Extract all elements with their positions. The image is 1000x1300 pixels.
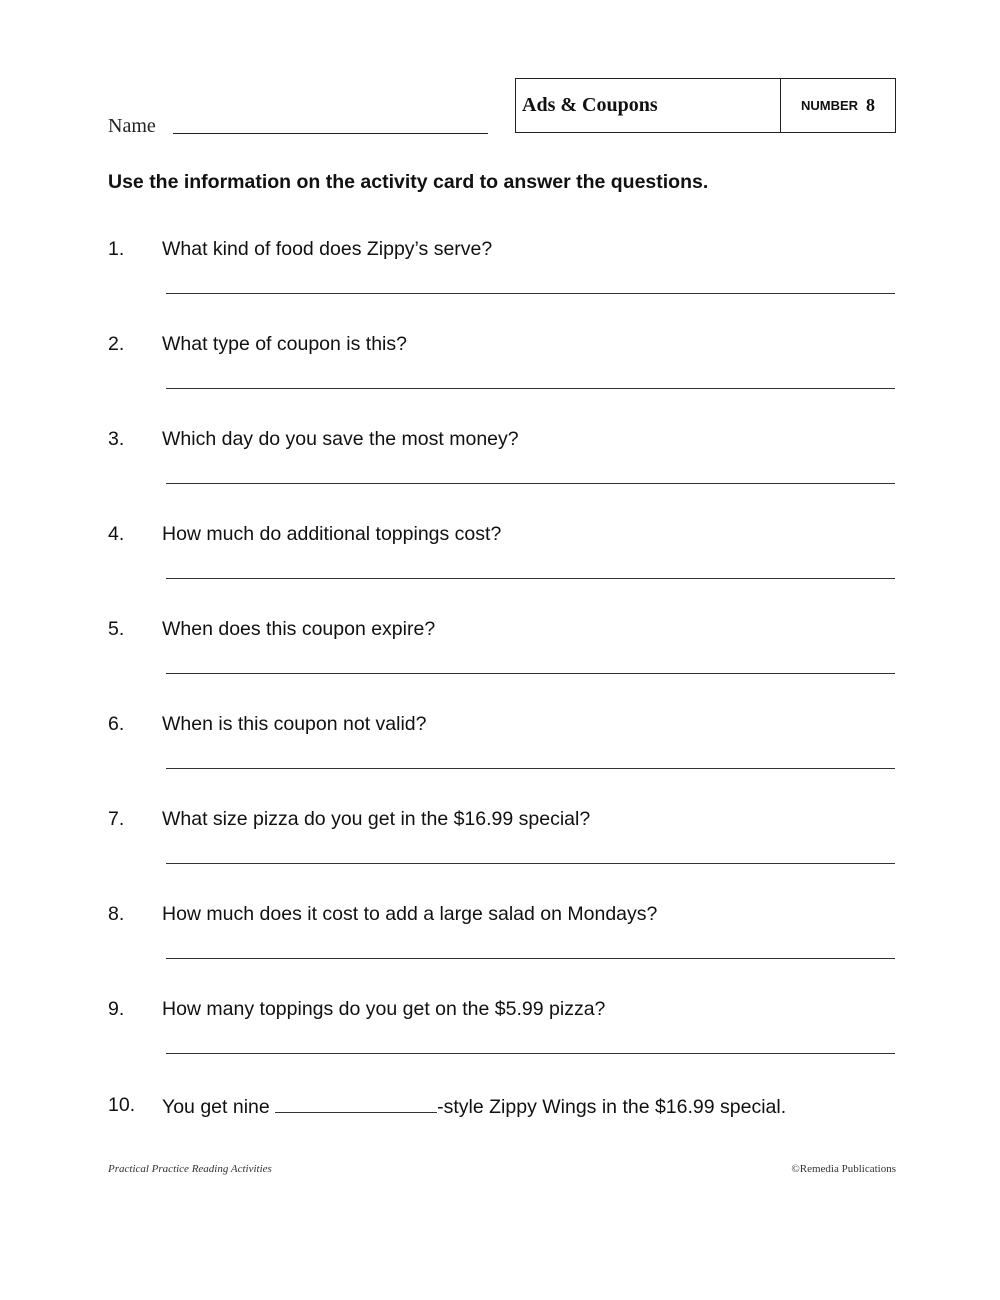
question-number: 1. bbox=[108, 238, 125, 260]
fill-in-blank[interactable] bbox=[275, 1094, 437, 1113]
name-label: Name bbox=[108, 115, 156, 137]
question-number: 5. bbox=[108, 618, 125, 640]
question-text: How much does it cost to add a large salad on Mondays? bbox=[162, 903, 658, 925]
answer-line[interactable] bbox=[166, 293, 895, 294]
answer-line[interactable] bbox=[166, 578, 895, 579]
footer-copyright: ©Remedia Publications bbox=[791, 1163, 896, 1175]
instructions: Use the information on the activity card to answer the questions. bbox=[108, 171, 709, 193]
answer-line[interactable] bbox=[166, 863, 895, 864]
question-text-before: You get nine bbox=[162, 1096, 276, 1118]
question-text: Which day do you save the most money? bbox=[162, 428, 519, 450]
question-number: 9. bbox=[108, 998, 125, 1020]
name-field-line[interactable] bbox=[173, 133, 488, 134]
answer-line[interactable] bbox=[166, 1053, 895, 1054]
question-text: What type of coupon is this? bbox=[162, 333, 407, 355]
answer-line[interactable] bbox=[166, 483, 895, 484]
answer-line[interactable] bbox=[166, 388, 895, 389]
question-text: When does this coupon expire? bbox=[162, 618, 436, 640]
question-text bbox=[162, 1094, 786, 1119]
question-number: 7. bbox=[108, 808, 125, 830]
question-number: 3. bbox=[108, 428, 125, 450]
worksheet-title: Ads & Coupons bbox=[516, 79, 781, 132]
number-label: NUMBER bbox=[800, 98, 859, 113]
title-box bbox=[515, 78, 896, 133]
question-number: 6. bbox=[108, 713, 125, 735]
question-number: 10. bbox=[108, 1094, 136, 1116]
question-text: How much do additional toppings cost? bbox=[162, 523, 502, 545]
worksheet-number bbox=[781, 79, 895, 132]
question-number: 4. bbox=[108, 523, 125, 545]
question-text: What size pizza do you get in the $16.99 special? bbox=[162, 808, 591, 830]
question-text: When is this coupon not valid? bbox=[162, 713, 427, 735]
footer-series-title: Practical Practice Reading Activities bbox=[108, 1163, 272, 1175]
answer-line[interactable] bbox=[166, 768, 895, 769]
question-text-after: -style Zippy Wings in the $16.99 special. bbox=[437, 1096, 787, 1118]
question-text: What kind of food does Zippy’s serve? bbox=[162, 238, 493, 260]
question-text: How many toppings do you get on the $5.99 pizza? bbox=[162, 998, 606, 1020]
question-number: 2. bbox=[108, 333, 125, 355]
question-number: 8. bbox=[108, 903, 125, 925]
answer-line[interactable] bbox=[166, 958, 895, 959]
answer-line[interactable] bbox=[166, 673, 895, 674]
number-value: 8 bbox=[866, 95, 876, 115]
